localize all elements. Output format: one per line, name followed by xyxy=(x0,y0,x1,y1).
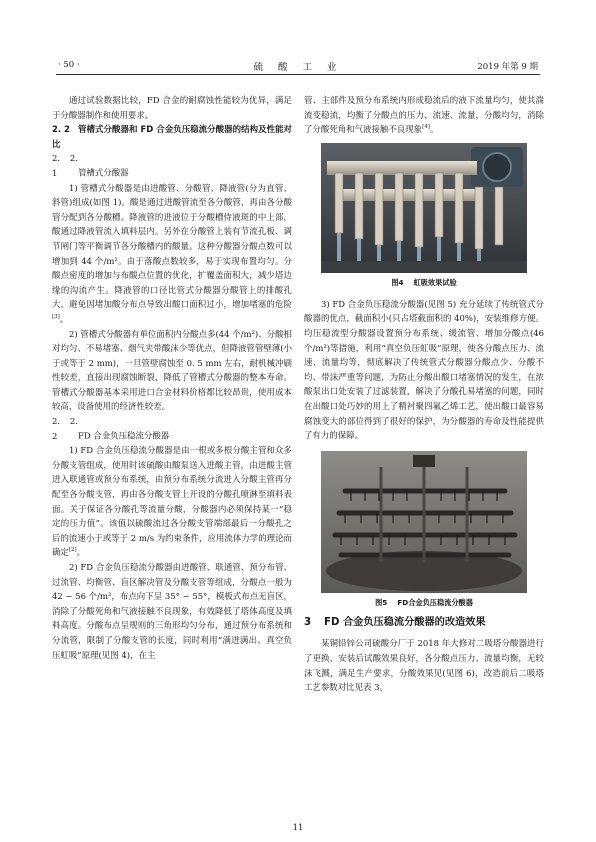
left-column xyxy=(52,93,292,662)
paragraph-text: 1) FD 合金负压稳流分酸器是由一根或多根分酸主管和众多分酸支管组成，使用时该硫酸由酸泵送入进酸主管，由进酸主管进入联通管或预分布系统，由预分布系统分流进入分酸主管再分配至各分酸支管，再由各分酸支管上开设的分酸孔喷淋至填料表面。关于保证各分酸孔等流量分酸，分酸器内必须保持某一“稳定的压力值”。该值以硫酸流过各分酸支管端部最后一分酸孔之后的流速小于或等于 2 m/s 为约束条件，应用流体力学的理论而确定 xyxy=(52,445,292,558)
citation: [2] xyxy=(68,547,77,554)
citation: [4] xyxy=(422,124,430,131)
section-title: 管槽式分酸器 xyxy=(78,167,129,178)
section-number: 2. 2. 1 xyxy=(52,153,78,178)
page-number: 11 xyxy=(292,823,304,833)
section-2-2-2-heading xyxy=(52,414,292,443)
siphon-test-photo xyxy=(321,143,527,273)
figure-4-caption xyxy=(321,277,527,289)
figure-5 xyxy=(321,451,527,609)
punctuation: 。 xyxy=(429,124,439,135)
figure-title: 虹吸效果试验 xyxy=(413,277,457,287)
continued-paragraph xyxy=(304,93,544,137)
section-2-2-heading xyxy=(52,122,292,151)
citation: [3] xyxy=(52,314,60,321)
paragraph-3: 3) FD 合金负压稳流分酸器(见图 5) 充分延续了传统管式分酸器的优点，截面积小(只占塔截面积的 40%)，安装维修方便。均压稳流型分酸器设置预分布系统、缓流管、增加分酸点(46 个/m²)等措施，利用“真空负压虹吸”原理，使各分酸点压力、流速、流量均等，彻底解决了传统管式分酸器分酸点少、分酸不均、带沫严重等问题，为防止分酸出酸口堵塞情况的发生，在浓酸泵出口处安装了过滤装置，解决了分酸孔易堵塞的问题，同时在出酸口处巧妙的用上了精衬聚四氟乙烯工艺，使出酸口最容易腐蚀变大的部位得到了很好的保护，为分酸器的寿命及性能提供了有力的保障。 xyxy=(304,298,544,441)
intro-paragraph: 通过试验数据比较，FD 合金的耐腐蚀性能较为优异，满足于分酸器制作和使用要求。 xyxy=(52,95,292,120)
paragraph-2-2-1-a xyxy=(52,181,292,327)
section-2-2-1-heading xyxy=(52,151,292,180)
section-number: 3 xyxy=(304,616,312,628)
section-title: FD 合金负压稳流分酸器的改造效果 xyxy=(324,616,486,628)
paragraph-text: 1) 管槽式分酸器是由进酸管、分酸管、降液管(分为直管、斜管)组成(如图 1)。酸是通过进酸管流至各分酸管，再由各分酸管分配到各分酸槽。降液管的进液位于分酸槽侍液斑的中上部，酸通过降液管流入填料层内。另外在分酸管上装有节流孔板、调节闸门等平衡调节各分酸槽内的酸量。这种分酸器分酸点数可以增加到 44 个/m²。由于落酸点数较多，易于实现布置均匀。分酸点密度的增加与布酸点位置的优化，扩覆盖面积大，减少塔边缘的沟流产生。降液管的口径比管式分酸器分酸管上的排酸孔大，避免因堵加酸分布点导致出酸口面积过小，增加堵塞的危险 xyxy=(52,182,292,310)
page-label: · 50 · xyxy=(58,60,80,70)
section-number: 2. 2. 2 xyxy=(52,416,78,441)
figure-title: FD合金负压稳流分酸器 xyxy=(397,597,473,607)
section-title: 管槽式分酸器和 FD 合金负压稳流分酸器的结构及性能对比 xyxy=(52,124,292,149)
right-column xyxy=(304,93,544,695)
section-number: 2. 2 xyxy=(52,124,70,135)
paragraph-text: 管、主部件及预分布系统内形成稳流后的液下流量均匀，使其湍流变稳流，均衡了分酸点的压力、流速、流量，分酸均匀，消除了分酸死角和气液接触不良现象 xyxy=(304,95,544,135)
distributor-photo xyxy=(321,451,527,593)
punctuation: 。 xyxy=(59,313,69,324)
section-title: FD 合金负压稳流分酸器 xyxy=(78,430,170,441)
figure-4 xyxy=(321,143,527,289)
paragraph-2-2-1-b: 2) 管槽式分酸器有单位面积内分酸点多(44 个/m²)、分酸相对均匀、不易堵塞、烟气夹带酸沫少等优点，但降液管管壁薄(小于或等于 2 mm)，一旦管壁腐蚀至 0. 5 mm 左右，耐机械冲刷性较差，直接出现腐蚀断裂，降低了管槽式分酸器的整本寿命。管槽式分酸器基本采用进口合金材料价格都比较昂贵，使用成本较高，设备使用的经济性较差。 xyxy=(52,328,292,412)
journal-name: 硫 酸 工 业 xyxy=(253,62,343,73)
paragraph-2-2-2-a xyxy=(52,443,292,560)
paragraph-section-3: 某铜铅锌公司硫酸分厂于 2018 年大修对二吸塔分酸器进行了更换，安装后试酸效果良好，各分酸点压力、流量均衡，无较沫飞溅，满足生产要求，分酸效果见(见图 6)，改造前后二吸塔工艺参数对比见表 3。 xyxy=(304,638,544,693)
paragraph-2-2-2-b: 2) FD 合金负压稳流分酸器由进酸管、联通管、预分布管、过流管、均衡管、盲区解决管及分酸支管等组成，分酸点一般为 42 ~ 56 个/m²，布点向下呈 35° ~ 55°，模板式布点无盲区，消除了分酸死角和气液接触不良现象，有效降低了塔体高度及填料高度。分酸布点呈规则的三角形均匀分布，通过预分布系统和分流管，限制了分酸支管的长度，同时利用“满进满出、真空负压虹吸”原理(见图 4)，在主 xyxy=(52,562,292,660)
figure-number: 图4 xyxy=(391,277,404,287)
running-header xyxy=(56,58,540,75)
figure-number: 图5 xyxy=(375,597,388,607)
section-3-heading xyxy=(304,616,544,631)
issue-label: 2019 年第 9 期 xyxy=(477,62,538,72)
figure-5-caption xyxy=(321,597,527,609)
punctuation: 。 xyxy=(76,547,86,558)
